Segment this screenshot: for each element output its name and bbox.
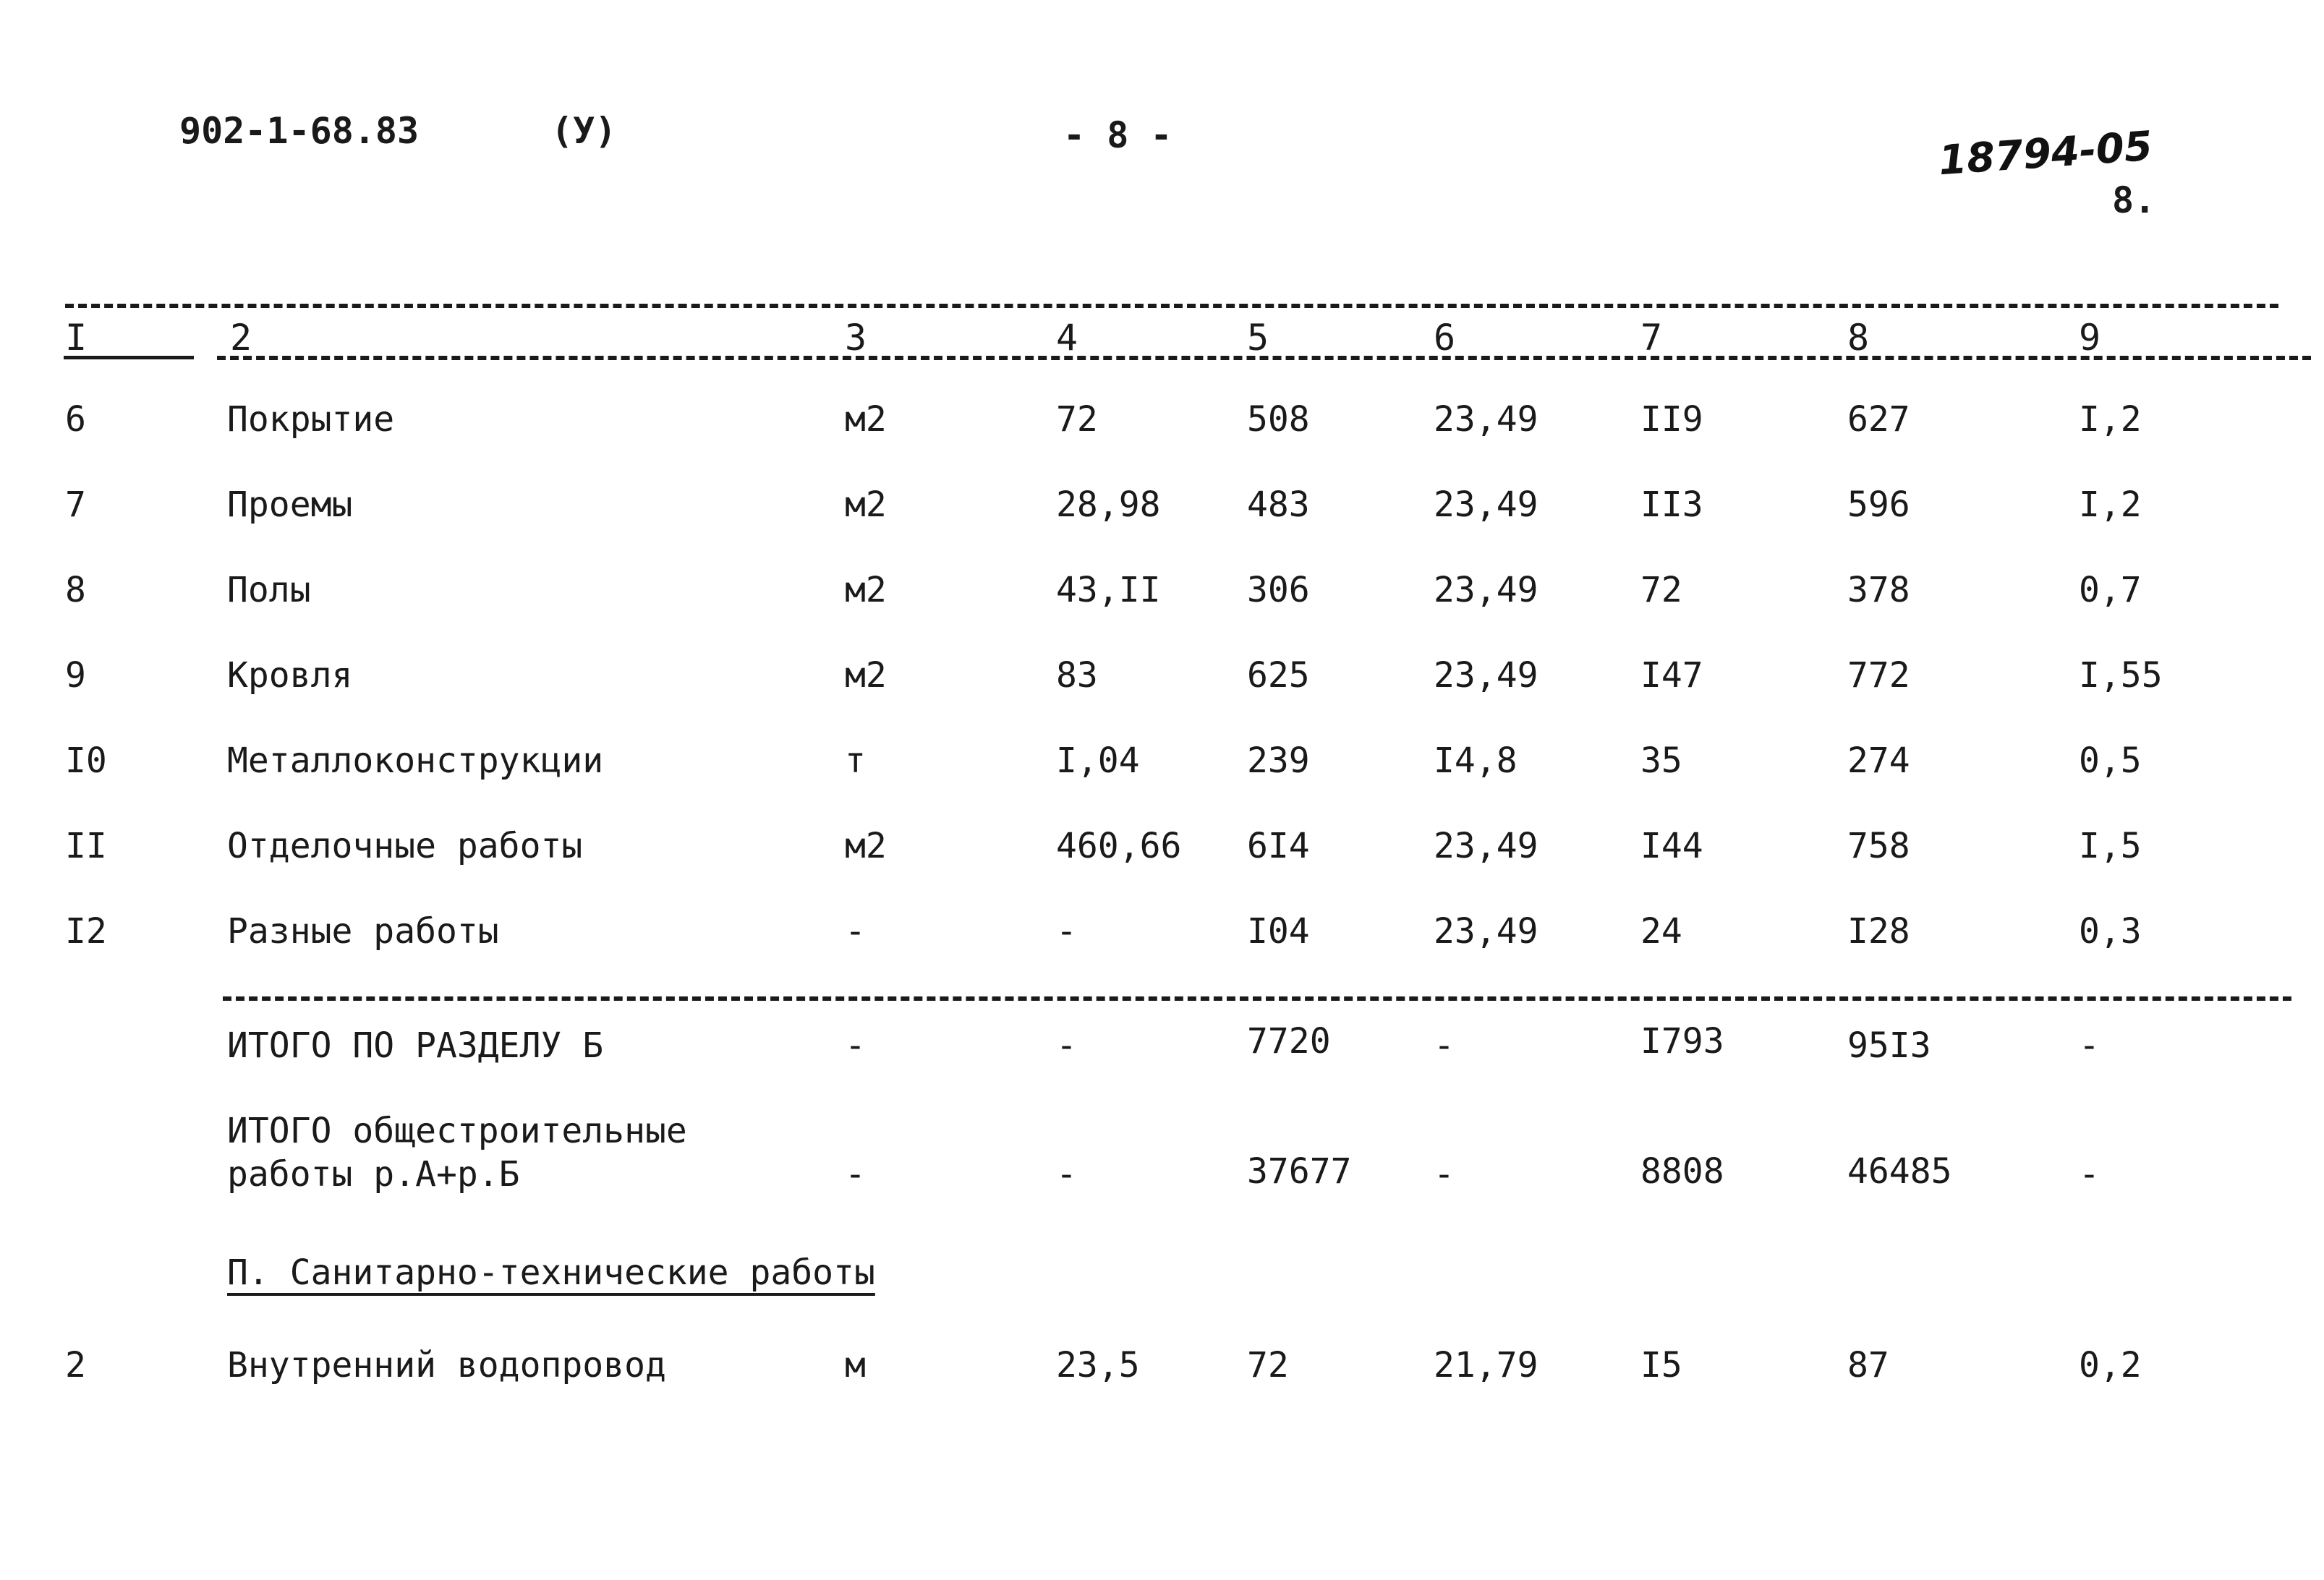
cell-row-number: I0 [65,740,107,781]
total-label: ИТОГО ПО РАЗДЕЛУ Б [227,1025,604,1066]
cell-col8: 378 [1847,570,1910,610]
cell-col6: I4,8 [1434,740,1518,781]
cell-unit: м2 [845,484,887,525]
cell-col8: 274 [1847,740,1910,781]
cell-col6: 23,49 [1434,911,1538,952]
cell-col9: 0,3 [2079,911,2142,952]
cell-name: Отделочные работы [227,826,583,866]
cell-unit: м2 [845,826,887,866]
cell-quantity: 28,98 [1056,484,1161,525]
cell-col9: I,5 [2079,826,2142,866]
cell-col7: 35 [1640,740,1682,781]
column-number: 2 [230,317,252,359]
cell-row-number: 2 [65,1345,86,1385]
cell-name: Внутренний водопровод [227,1345,666,1385]
cell-name: Металлоконструкции [227,740,604,781]
cell-col8: 95I3 [1847,1025,1931,1066]
cell-col5: 6I4 [1247,826,1310,866]
cell-col6: 23,49 [1434,655,1538,696]
cell-unit: - [845,911,866,952]
document-code: 902-1-68.83 [179,110,420,152]
cell-col9: I,2 [2079,484,2142,525]
cell-col7: 72 [1640,570,1682,610]
cell-col8: 87 [1847,1345,1889,1385]
column-number: 4 [1056,317,1078,359]
column-number: 8 [1847,317,1870,359]
cell-col7: II3 [1640,484,1703,525]
column-number: 9 [2079,317,2101,359]
column-number-underline [64,356,194,359]
cell-quantity: 83 [1056,655,1098,696]
sheet-number: 8. [2112,179,2156,221]
column-number: 6 [1434,317,1456,359]
cell-quantity: 460,66 [1056,826,1182,866]
cell-col7: I44 [1640,826,1703,866]
cell-quantity: 72 [1056,399,1098,440]
column-number-rule [217,356,2311,360]
cell-row-number: 8 [65,570,86,610]
cell-col7: 8808 [1640,1151,1724,1192]
cell-quantity: - [1056,1025,1077,1066]
cell-row-number: II [65,826,107,866]
column-number: I [65,317,88,359]
cell-quantity: - [1056,1154,1077,1195]
cell-col5: I04 [1247,911,1310,952]
cell-col8: 772 [1847,655,1910,696]
total-label-line1: ИТОГО общестроительные [227,1111,687,1151]
cell-col8: I28 [1847,911,1910,952]
cell-col5: 239 [1247,740,1310,781]
cell-col5: 625 [1247,655,1310,696]
cell-row-number: 7 [65,484,86,525]
cell-col6: - [1434,1025,1455,1066]
cell-col6: - [1434,1154,1455,1195]
cell-col7: I793 [1640,1021,1724,1062]
total-separator-rule [223,996,2291,1001]
cell-col5: 306 [1247,570,1310,610]
column-number: 5 [1247,317,1269,359]
cell-col9: I,55 [2079,655,2163,696]
cell-unit: - [845,1154,866,1195]
cell-row-number: 9 [65,655,86,696]
total-label-line2: работы р.А+р.Б [227,1154,520,1195]
table-top-rule [65,304,2278,308]
cell-unit: м2 [845,570,887,610]
cell-col8: 46485 [1847,1151,1952,1192]
cell-name: Кровля [227,655,353,696]
cell-col6: 21,79 [1434,1345,1538,1385]
column-number: 3 [845,317,867,359]
cell-col5: 72 [1247,1345,1289,1385]
cell-col9: 0,7 [2079,570,2142,610]
cell-col7: I5 [1640,1345,1682,1385]
cell-col5: 483 [1247,484,1310,525]
cell-col9: - [2079,1025,2100,1066]
cell-col7: I47 [1640,655,1703,696]
cell-col6: 23,49 [1434,826,1538,866]
cell-col5: 7720 [1247,1021,1331,1062]
cell-col9: 0,2 [2079,1345,2142,1385]
cell-unit: м2 [845,399,887,440]
cell-col6: 23,49 [1434,484,1538,525]
cell-quantity: I,04 [1056,740,1140,781]
cell-col9: - [2079,1154,2100,1195]
cell-name: Покрытие [227,399,395,440]
cell-unit: м [845,1345,866,1385]
cell-col6: 23,49 [1434,399,1538,440]
column-number: 7 [1640,317,1663,359]
cell-col9: 0,5 [2079,740,2142,781]
cell-unit: м2 [845,655,887,696]
cell-quantity: 23,5 [1056,1345,1140,1385]
cell-col9: I,2 [2079,399,2142,440]
document-variant: (У) [551,110,617,152]
cell-unit: - [845,1025,866,1066]
cell-row-number: 6 [65,399,86,440]
cell-quantity: 43,II [1056,570,1161,610]
cell-name: Полы [227,570,311,610]
cell-col5: 37677 [1247,1151,1352,1192]
cell-row-number: I2 [65,911,107,952]
cell-unit: т [845,740,866,781]
cell-name: Проемы [227,484,353,525]
cell-col6: 23,49 [1434,570,1538,610]
cell-name: Разные работы [227,911,499,952]
cell-col8: 758 [1847,826,1910,866]
section-title: П. Санитарно-технические работы [227,1252,875,1293]
cell-col7: 24 [1640,911,1682,952]
cell-col7: II9 [1640,399,1703,440]
cell-col8: 596 [1847,484,1910,525]
cell-quantity: - [1056,911,1077,952]
handwritten-number: 18794-05 [1937,122,2154,185]
page-number: - 8 - [1063,114,1172,156]
cell-col5: 508 [1247,399,1310,440]
cell-col8: 627 [1847,399,1910,440]
